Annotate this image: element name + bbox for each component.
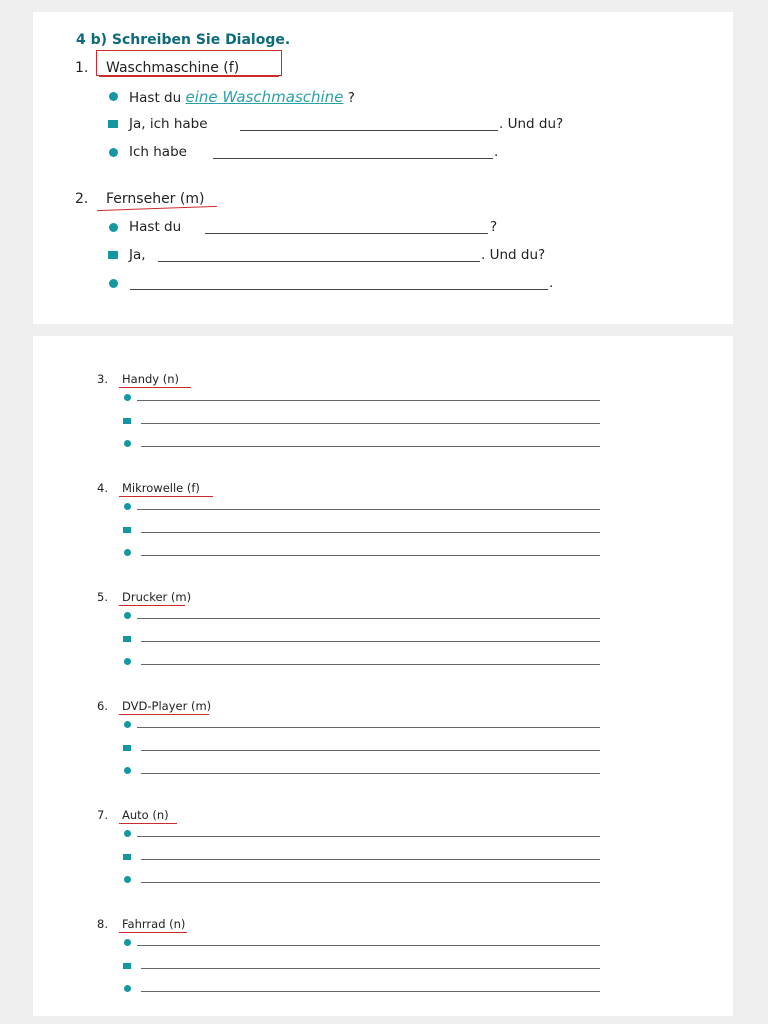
red-underline bbox=[99, 76, 279, 77]
answer-line[interactable] bbox=[137, 836, 600, 837]
bullet-circle bbox=[109, 148, 118, 157]
red-underline bbox=[119, 714, 209, 715]
answer-line[interactable] bbox=[137, 618, 600, 619]
bullet-square bbox=[123, 963, 131, 969]
bullet-circle bbox=[124, 767, 131, 774]
item-word: Auto (n) bbox=[122, 808, 169, 822]
line-prefix: Hast du bbox=[129, 90, 182, 106]
answer-line[interactable] bbox=[141, 859, 600, 860]
item-number: 5. bbox=[97, 590, 108, 604]
answer-line[interactable] bbox=[141, 555, 600, 556]
exercise-title: 4 b) Schreiben Sie Dialoge. bbox=[76, 32, 291, 48]
item-number: 6. bbox=[97, 699, 108, 713]
bullet-circle bbox=[124, 612, 131, 619]
item-word: DVD-Player (m) bbox=[122, 699, 212, 713]
red-underline bbox=[119, 387, 191, 388]
item-2-line-1-prefix: Hast du bbox=[129, 219, 182, 235]
answer-blank[interactable] bbox=[158, 261, 480, 262]
answer-blank[interactable] bbox=[240, 130, 498, 131]
item-1-line-2-suffix: . Und du? bbox=[499, 116, 564, 132]
bullet-square bbox=[123, 418, 131, 424]
item-number: 3. bbox=[97, 372, 108, 386]
bullet-square bbox=[123, 636, 131, 642]
bullet-square bbox=[108, 251, 118, 259]
answer-line[interactable] bbox=[141, 664, 600, 665]
bullet-square bbox=[123, 527, 131, 533]
item-2-word: Fernseher (m) bbox=[106, 191, 205, 207]
item-1-line-2-prefix: Ja, ich habe bbox=[129, 116, 208, 132]
item-2-line-3-suffix: . bbox=[549, 275, 554, 291]
item-1-word: Waschmaschine (f) bbox=[106, 60, 240, 76]
red-underline bbox=[119, 605, 185, 606]
worksheet-top bbox=[33, 12, 733, 324]
bullet-circle bbox=[124, 939, 131, 946]
bullet-square bbox=[123, 745, 131, 751]
bullet-circle bbox=[124, 503, 131, 510]
answer-line[interactable] bbox=[141, 991, 600, 992]
item-number: 4. bbox=[97, 481, 108, 495]
item-1-line-1 bbox=[129, 88, 355, 106]
answer-line[interactable] bbox=[141, 532, 600, 533]
bullet-circle bbox=[109, 92, 118, 101]
answer-blank[interactable] bbox=[213, 158, 493, 159]
bullet-circle bbox=[124, 394, 131, 401]
item-1-number: 1. bbox=[75, 60, 89, 76]
answer-line[interactable] bbox=[141, 446, 600, 447]
bullet-circle bbox=[124, 876, 131, 883]
item-number: 8. bbox=[97, 917, 108, 931]
answer-blank[interactable] bbox=[205, 233, 488, 234]
bullet-circle bbox=[124, 721, 131, 728]
item-word: Handy (n) bbox=[122, 372, 180, 386]
item-1-line-3-suffix: . bbox=[494, 144, 499, 160]
bullet-square bbox=[123, 854, 131, 860]
answer-line[interactable] bbox=[141, 968, 600, 969]
answer-line[interactable] bbox=[137, 945, 600, 946]
bullet-circle bbox=[109, 223, 118, 232]
answer-line[interactable] bbox=[141, 423, 600, 424]
answer-line[interactable] bbox=[137, 509, 600, 510]
item-1-line-3-prefix: Ich habe bbox=[129, 144, 187, 160]
item-2-line-2-suffix: . Und du? bbox=[481, 247, 546, 263]
bullet-circle bbox=[124, 658, 131, 665]
item-word: Drucker (m) bbox=[122, 590, 192, 604]
red-underline bbox=[119, 823, 177, 824]
red-underline bbox=[119, 932, 187, 933]
line-suffix: ? bbox=[347, 90, 355, 106]
answer-line[interactable] bbox=[141, 882, 600, 883]
bullet-circle bbox=[109, 279, 118, 288]
item-word: Mikrowelle (f) bbox=[122, 481, 200, 495]
answer-line[interactable] bbox=[137, 727, 600, 728]
answer-line[interactable] bbox=[141, 641, 600, 642]
worksheet-bottom bbox=[33, 336, 733, 1016]
item-2-number: 2. bbox=[75, 191, 89, 207]
item-number: 7. bbox=[97, 808, 108, 822]
handwritten-answer: eine Waschmaschine bbox=[185, 88, 344, 106]
answer-line[interactable] bbox=[137, 400, 600, 401]
bullet-square bbox=[108, 120, 118, 128]
item-2-line-1-suffix: ? bbox=[490, 219, 498, 235]
answer-line[interactable] bbox=[141, 750, 600, 751]
answer-blank[interactable] bbox=[130, 289, 548, 290]
bullet-circle bbox=[124, 985, 131, 992]
item-2-line-2-prefix: Ja, bbox=[129, 247, 146, 263]
answer-line[interactable] bbox=[141, 773, 600, 774]
red-underline bbox=[119, 496, 213, 497]
bullet-circle bbox=[124, 549, 131, 556]
bullet-circle bbox=[124, 440, 131, 447]
bullet-circle bbox=[124, 830, 131, 837]
item-word: Fahrrad (n) bbox=[122, 917, 186, 931]
